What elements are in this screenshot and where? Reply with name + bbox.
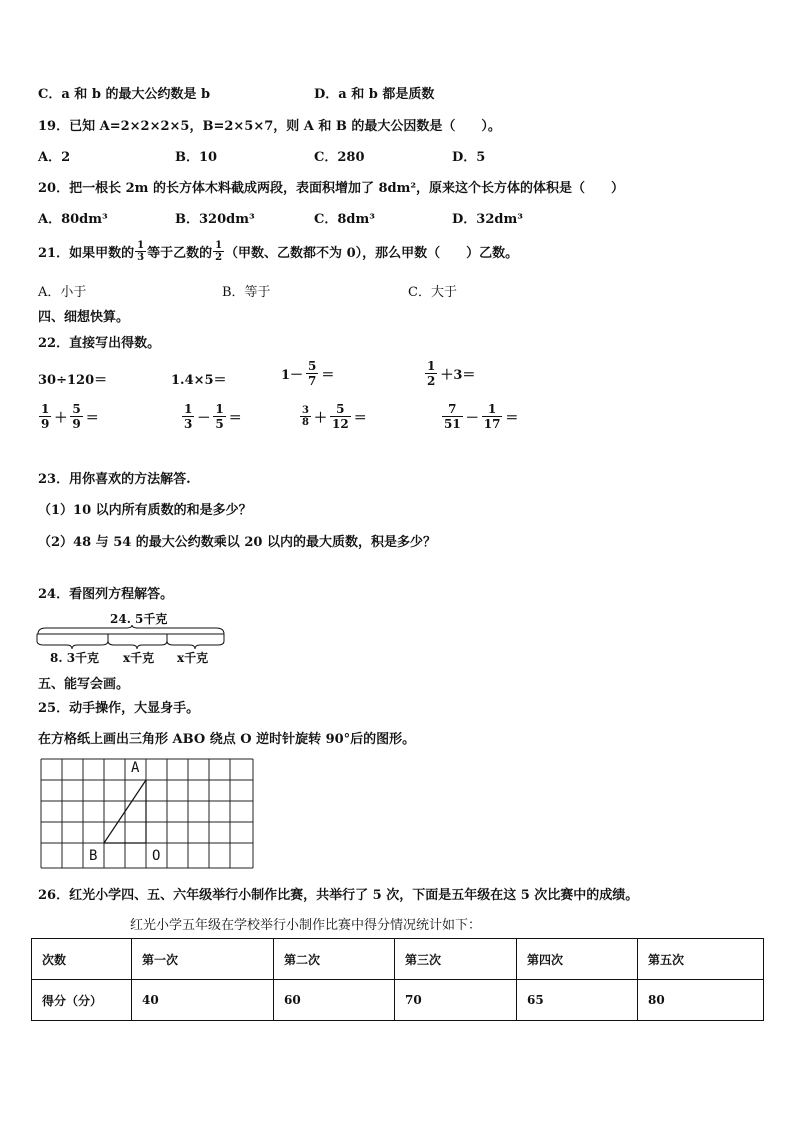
table-cell: 第三次 (395, 939, 517, 980)
q20-option-c: C．8dm³ (314, 212, 375, 227)
q24-segment-3-label: x千克 (177, 651, 209, 665)
table-cell: 70 (395, 980, 517, 1021)
q18-option-d: D．a 和 b 都是质数 (314, 87, 435, 102)
q25-label-o: O (152, 848, 161, 864)
table-cell: 60 (274, 980, 395, 1021)
q22-r2c1: $\frac{1}{9}$ ＋ $\frac{5}{9}$ ＝ (41, 402, 99, 431)
q19-option-d: D．5 (452, 150, 486, 165)
q22-r2c2: $\frac{1}{3}$ － $\frac{1}{5}$ ＝ (184, 402, 242, 431)
q24-segment-diagram (34, 624, 230, 652)
table-cell: 65 (517, 980, 638, 1021)
table-cell: 40 (132, 980, 274, 1021)
q18-option-c: C．a 和 b 的最大公约数是 b (38, 87, 211, 102)
q24-segment-2-label: x千克 (123, 651, 155, 665)
q21-option-c: C．大于 (408, 285, 457, 300)
q24-segment-1-label: 8. 3千克 (50, 651, 100, 665)
q26-score-table (31, 938, 764, 1021)
table-cell: 80 (638, 980, 764, 1021)
section-5-title: 五、能写会画。 (38, 677, 130, 692)
table-cell: 次数 (32, 939, 132, 980)
q24-stem: 24．看图列方程解答。 (38, 587, 174, 602)
q22-r1c2: 1.4×5＝ (171, 373, 227, 388)
q26-table-caption: 红光小学五年级在学校举行小制作比赛中得分情况统计如下： (130, 918, 482, 933)
table-row (32, 980, 764, 1021)
table-cell: 得分（分） (32, 980, 132, 1021)
q21-post: （甲数、乙数都不为 0），那么甲数（ ）乙数。 (225, 246, 519, 261)
q21-pre: 21．如果甲数的 (38, 246, 135, 261)
q21-mid: 等于乙数的 (147, 246, 213, 261)
q21-frac-1: $\frac{1}{3}$ (137, 240, 145, 263)
q21-option-a: A．小于 (38, 285, 87, 300)
q21-stem (38, 240, 518, 263)
q25-stem: 25．动手操作，大显身手。 (38, 701, 200, 716)
q26-stem: 26．红光小学四、五、六年级举行小制作比赛，共举行了 5 次，下面是五年级在这 5 次比赛中的成绩。 (38, 888, 639, 903)
q25-label-b: B (89, 848, 98, 864)
q22-r1c3: 1－ $\frac{5}{7}$ ＝ (281, 359, 335, 388)
q23-stem: 23．用你喜欢的方法解答. (38, 472, 191, 487)
q22-r2c3: $\frac{3}{8}$ ＋ $\frac{5}{12}$ ＝ (302, 402, 367, 431)
q22-r2c4: $\frac{7}{51}$ － $\frac{1}{17}$ ＝ (444, 402, 519, 431)
section-4-title: 四、细想快算。 (38, 310, 130, 325)
table-cell: 第四次 (517, 939, 638, 980)
table-cell: 第二次 (274, 939, 395, 980)
q22-r1c1: 30÷120＝ (38, 373, 108, 388)
q19-option-b: B．10 (175, 150, 218, 165)
table-header-row (32, 939, 764, 980)
table-cell: 第一次 (132, 939, 274, 980)
q21-option-b: B．等于 (222, 285, 271, 300)
q19-option-a: A．2 (38, 150, 71, 165)
q20-stem: 20．把一根长 2m 的长方体木料截成两段，表面积增加了 8dm²，原来这个长方体的体积是（ ） (38, 181, 625, 196)
q22-stem: 22．直接写出得数。 (38, 336, 161, 351)
q25-grid-paper (40, 758, 255, 870)
q20-option-b: B．320dm³ (175, 212, 255, 227)
q21-frac-2: $\frac{1}{2}$ (215, 240, 223, 263)
q20-option-a: A．80dm³ (38, 212, 108, 227)
q23-part-1: （1）10 以内所有质数的和是多少？ (38, 503, 252, 518)
q19-stem: 19．已知 A=2×2×2×5，B=2×5×7，则 A 和 B 的最大公因数是（ ）。 (38, 119, 501, 134)
q20-option-d: D．32dm³ (452, 212, 523, 227)
q25-task: 在方格纸上画出三角形 ABO 绕点 O 逆时针旋转 90°后的图形。 (38, 732, 416, 747)
q22-r1c4: $\frac{1}{2}$ ＋3＝ (427, 359, 476, 388)
q19-option-c: C．280 (314, 150, 365, 165)
table-cell: 第五次 (638, 939, 764, 980)
q23-part-2: （2）48 与 54 的最大公约数乘以 20 以内的最大质数，积是多少？ (38, 535, 436, 550)
q24-total-label: 24. 5千克 (110, 612, 168, 626)
q25-label-a: A (131, 760, 140, 776)
